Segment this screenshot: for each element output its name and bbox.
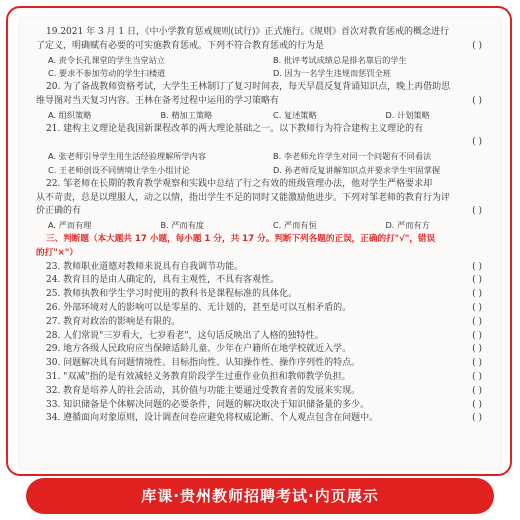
q21-paren-line <box>36 136 486 150</box>
judgment-item: 25. 教师执教和学生学习时使用的教科书是课程标准的具体化。 ( ) <box>46 289 482 300</box>
q22-option-b: B. 严而有度 <box>160 220 205 231</box>
q19-stem-line1: 19.2021 年 3 月 1 日，《中小学教育惩戒规则(试行)》正式施行。《规则》首次对教育惩戒的概念进行 <box>46 27 449 37</box>
judgment-item: 23. 教师职业道德对教师来说具有自我调节功能。 ( ) <box>46 261 482 272</box>
q21-stem-line1: 21. 建构主义理论是我国新课程改革的两大理论基础之一。以下教师行为符合建构主义理论的有 <box>46 123 424 134</box>
judgment-item: 24. 教育目的是由人确定的，具有主观性，不具有客观性。 ( ) <box>46 275 482 286</box>
q20-stem-line1: 20. 为了备战教师资格考试，大学生王林制订了复习时间表，每天早晨反复背诵知识点，晚上再借助思 <box>46 82 451 93</box>
judgment-item: 30. 问题解决具有问题情境性、目标指向性、认知操作性、操作序列性的特点。 ( ) <box>46 358 482 369</box>
q19-option-a: A. 责令长孔课堂的学生当堂站立 <box>48 54 166 65</box>
q22-stem-line2: 从不苛责，总是以理服人，动之以情，指出学生不足的同时又能激励他进步。下列对邹老师的教育行为评 <box>36 192 451 203</box>
q19-option-d: D. 因为一名学生违规而惩罚全班 <box>273 68 391 79</box>
q21-options-row1 <box>36 150 486 164</box>
q20-options <box>36 109 486 123</box>
q21-option-c: C. 王老师创设不同情境让学生小组讨论 <box>48 164 190 175</box>
promo-banner: 库课·贵州教师招聘考试·内页展示 <box>26 478 494 514</box>
judgment-item: 34. 遵循面向对象原则，设计调查问卷应避免将权威论断、个人观点包含在问题中。 ( ) <box>46 413 482 424</box>
judgment-item: 32. 教育是培养人的社会活动，其价值与功能主要通过受教育者的发展来实现。 ( ) <box>46 385 482 396</box>
q21-option-a: A. 张老师引导学生用生活经验理解所学内容 <box>48 151 207 162</box>
q19-options-row2 <box>36 67 486 81</box>
judgment-item: 33. 知识储备是个体解决问题的必要条件，问题的解决取决于知识储备量的多少。 ( ) <box>46 399 482 410</box>
judgment-item: 28. 人们常说"三岁看大，七岁看老"，这句话反映出了人格的独特性。 ( ) <box>46 330 482 341</box>
q22-option-c: C. 严而有恒 <box>273 220 317 231</box>
q22-option-a: A. 严而有理 <box>48 220 92 231</box>
section-heading-line1: 三、判断题（本大题共 17 小题，每小题 1 分，共 17 分。判断下列各题的正误，正确的打"√"，错误 <box>46 233 436 244</box>
q22-stem-line3: 价正确的有 ( ) <box>36 205 486 219</box>
q19-option-b: B. 批评考试成绩总是排名靠后的学生 <box>273 54 407 65</box>
q22-options <box>36 219 486 233</box>
q21-options-row2 <box>36 164 486 178</box>
image-frame <box>6 6 512 476</box>
question-list <box>36 26 486 426</box>
q20-option-c: C. 复述策略 <box>273 109 317 120</box>
q20-option-b: B. 精加工策略 <box>160 109 213 120</box>
judgment-list <box>36 261 486 427</box>
q21-option-b: B. 李老师允许学生对同一个问题有不同看法 <box>273 151 432 162</box>
q21-option-d: D. 孙老师反复讲解知识点并要求学生牢固掌握 <box>273 164 441 175</box>
answer-paren: ( ) <box>472 137 482 148</box>
q19-stem-line2: 了定义，明确赋有必要的可实施教育惩戒。下列不符合教育惩戒的行为是 ( ) <box>36 40 486 54</box>
q19-option-c: C. 要求不参加劳动的学生扫楼道 <box>48 68 166 79</box>
q19-options-row1 <box>36 54 486 68</box>
judgment-item: 29. 地方各级人民政府应当保障适龄儿童、少年在户籍所在地学校就近入学。 ( ) <box>46 344 482 355</box>
answer-paren: ( ) <box>472 206 482 217</box>
q20-option-a: A. 组织策略 <box>48 109 92 120</box>
q20-option-d: D. 计划策略 <box>385 109 430 120</box>
judgment-item: 31. "双减"指的是有效减轻义务教育阶段学生过重作业负担和教师教学负担。 ( ) <box>46 371 482 382</box>
judgment-item: 26. 外部环境对人的影响可以是零星的、无计划的，甚至是可以互相矛盾的。 ( ) <box>46 302 482 313</box>
exam-page <box>20 18 500 468</box>
q22-option-d: D. 严而有方 <box>385 220 430 231</box>
q22-stem-line1: 22. 邹老师在长期的教育教学观察和实践中总结了行之有效的班级管理办法，他对学生严格要求却 <box>46 178 433 189</box>
q20-stem-line2: 维导图对当天复习内容。王林在备考过程中运用的学习策略有 ( ) <box>36 95 486 109</box>
section-heading-line2: 的打"×"） <box>36 247 78 258</box>
judgment-item: 27. 教育对政治的影响是有限的。 ( ) <box>46 316 482 327</box>
answer-paren: ( ) <box>472 40 482 51</box>
answer-paren: ( ) <box>472 95 482 106</box>
